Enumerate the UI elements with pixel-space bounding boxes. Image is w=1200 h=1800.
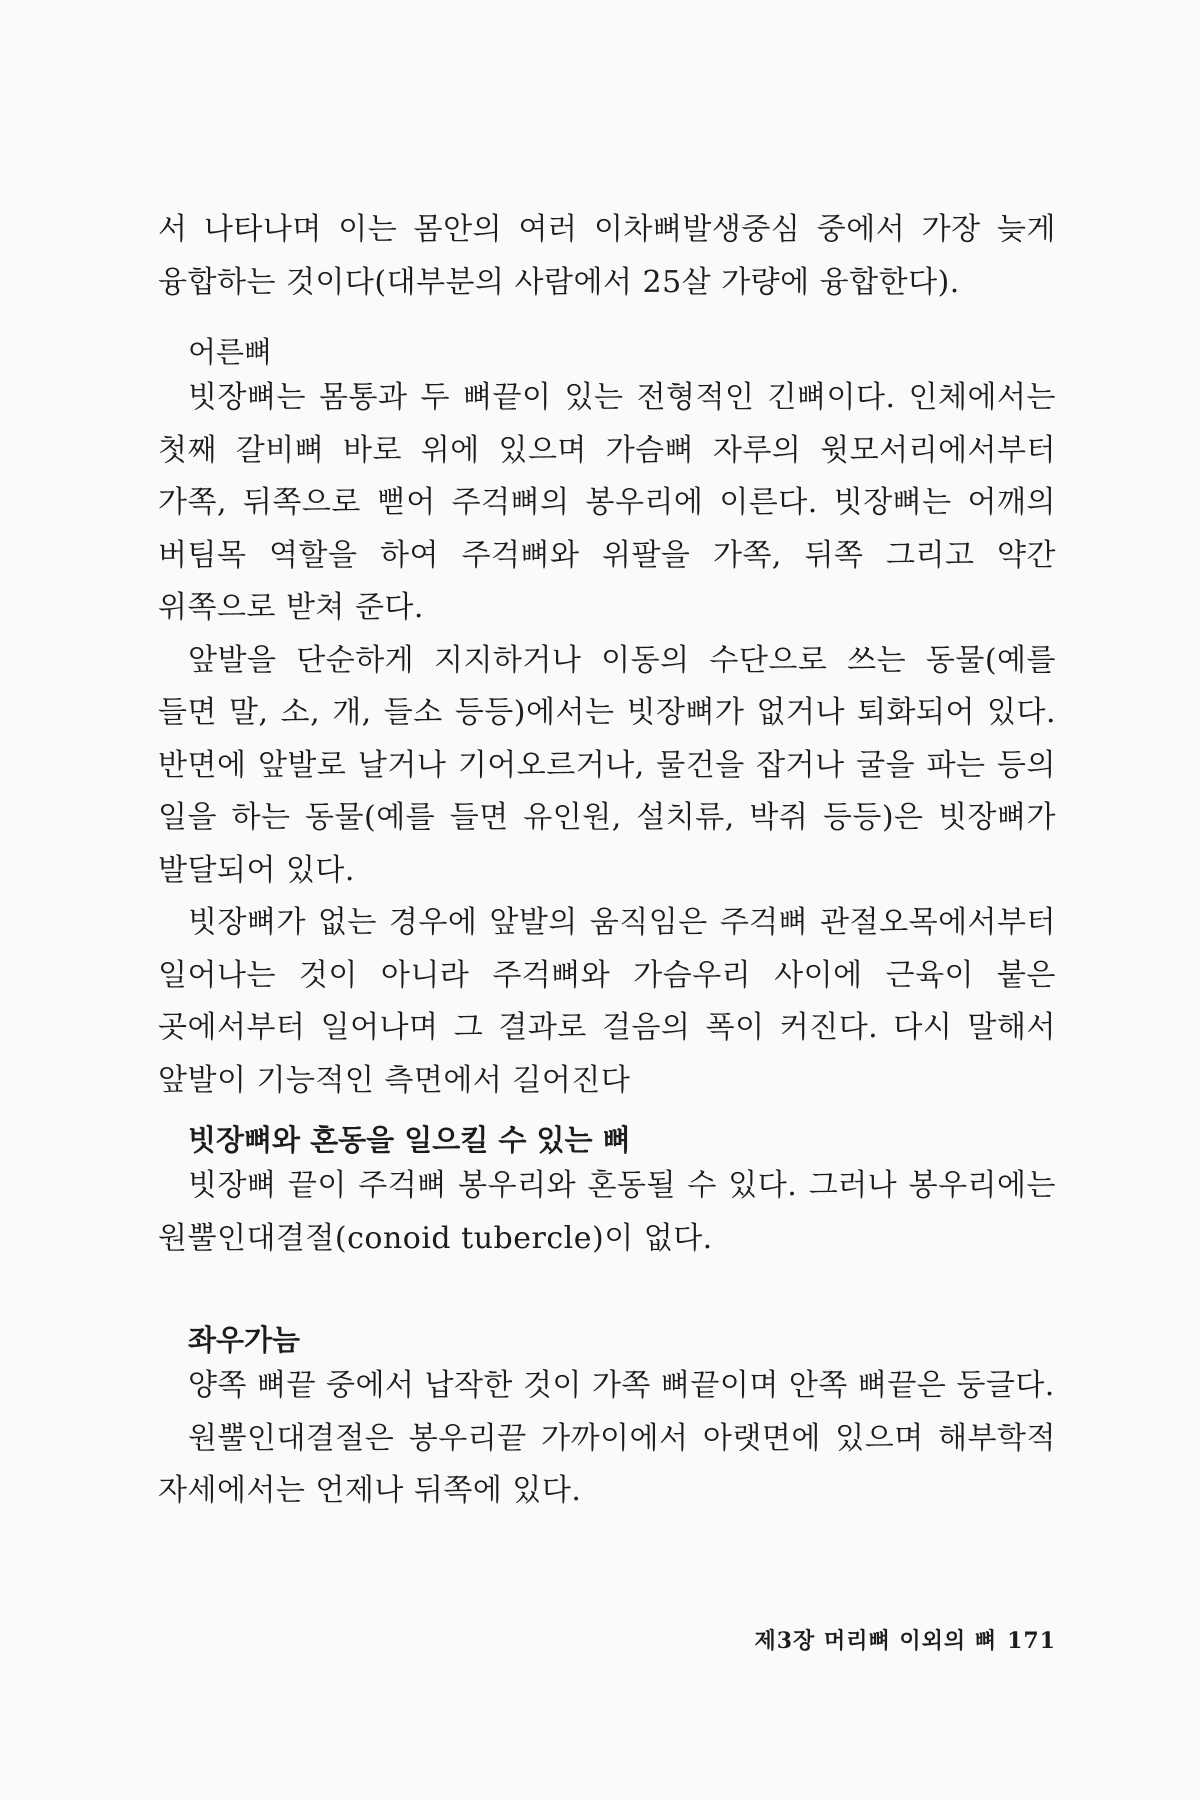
paragraph-side-1: 양쪽 뼈끝 중에서 납작한 것이 가쪽 뼈끝이며 안쪽 뼈끝은 둥글다. (188, 1368, 1055, 1403)
section-body-confusable-bones (158, 1160, 1056, 1265)
paragraph-adult-1: 빗장뼈는 몸통과 두 뼈끝이 있는 전형적인 긴뼈이다. 인체에서는 첫째 갈비뼈 바로 위에 있으며 가슴뼈 자루의 윗모서리에서부터 가쪽, 뒤쪽으로 뻗어 주걱뼈의 봉우리에 이른다. 빗장뼈는 어깨의 버팀목 역할을 하여 주걱뼈와 위팔을 가쪽, 뒤쪽 그리고 약간 위쪽으로 받쳐 준다. (158, 380, 1056, 625)
paragraph-adult-3: 빗장뼈가 없는 경우에 앞발의 움직임은 주걱뼈 관절오목에서부터 일어나는 것이 아니라 주걱뼈와 가슴우리 사이에 근육이 붙은 곳에서부터 일어나며 그 결과로 걸음의 폭이 커진다. 다시 말해서 앞발이 기능적인 측면에서 길어진다 (158, 905, 1056, 1098)
paragraph-adult-2: 앞발을 단순하게 지지하거나 이동의 수단으로 쓰는 동물(예를 들면 말, 소, 개, 들소 등등)에서는 빗장뼈가 없거나 퇴화되어 있다. 반면에 앞발로 날거나 기어오르거나, 물건을 잡거나 굴을 파는 등의 일을 하는 동물(예를 들면 유인원, 설치류, 박쥐 등등)은 빗장뼈가 발달되어 있다. (158, 642, 1056, 888)
paragraph-side-2: 원뿔인대결절은 봉우리끝 가까이에서 아랫면에 있으며 해부학적 자세에서는 언제나 뒤쪽에 있다. (158, 1420, 1056, 1508)
section-body-side-determination (158, 1360, 1056, 1518)
continuation-text: 서 나타나며 이는 몸안의 여러 이차뼈발생중심 중에서 가장 늦게 융합하는 것이다(대부분의 사람에서 25살 가량에 융합한다). (158, 212, 1056, 300)
section-body-adult-bone (158, 372, 1056, 1107)
page-number: 171 (1007, 1628, 1056, 1654)
section-heading-confusable-bones: 빗장뼈와 혼동을 일으킬 수 있는 뼈 (188, 1123, 631, 1157)
running-footer (755, 1624, 1057, 1655)
footer-chapter-title: 제3장 머리뼈 이외의 뼈 (754, 1628, 998, 1654)
section-heading-side-determination: 좌우가늠 (188, 1323, 301, 1357)
paragraph-confusion-1: 빗장뼈 끝이 주걱뼈 봉우리와 혼동될 수 있다. 그러나 봉우리에는 원뿔인대결절(conoid tubercle)이 없다. (158, 1168, 1056, 1256)
section-heading-adult-bone: 어른뼈 (188, 335, 273, 369)
continuation-paragraph (158, 204, 1056, 309)
